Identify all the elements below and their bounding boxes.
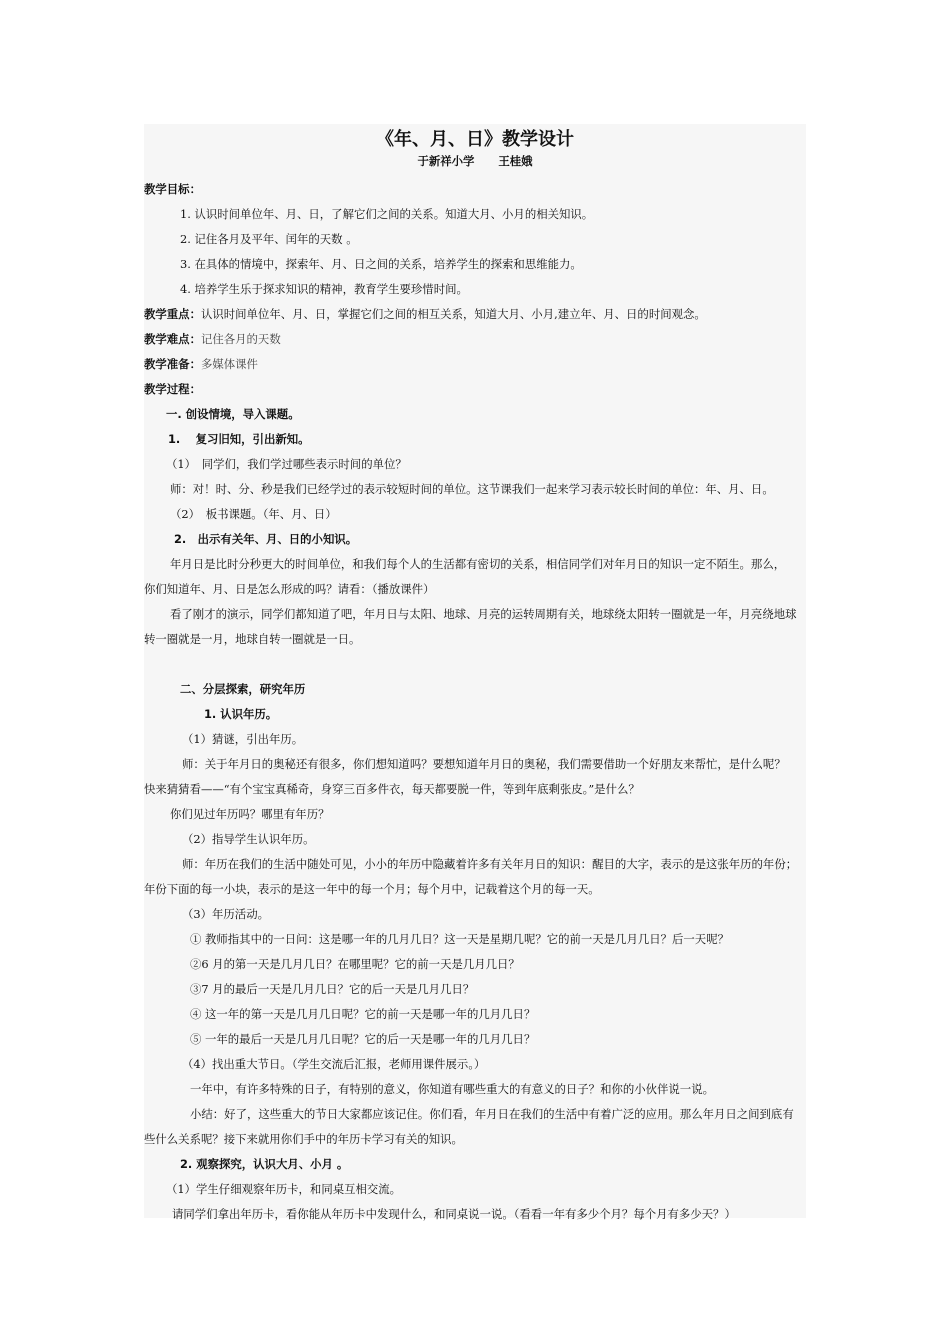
document-line: （1）学生仔细观察年历卡，和同桌互相交流。 (166, 1182, 402, 1196)
document-line: 师：年历在我们的生活中随处可见，小小的年历中隐藏着许多有关年月日的知识：醒目的大字，表示的是这张年历的年份； (182, 857, 798, 871)
document-line: 转一圈就是一月，地球自转一圈就是一日。 (144, 632, 361, 646)
document-line: 年份下面的每一小块，表示的是这一年中的每一个月；每个月中，记载着这个月的每一天。 (144, 882, 600, 896)
document-line: 4. 培养学生乐于探求知识的精神，教育学生要珍惜时间。 (180, 282, 468, 296)
document-line: ③7 月的最后一天是几月几日？它的后一天是几月几日？ (190, 982, 475, 996)
document-line: （2） 板书课题。（年、月、日） (170, 507, 337, 521)
document-line: ④ 这一年的第一天是几月几日呢？它的前一天是哪一年的几月几日？ (190, 1007, 536, 1021)
document-line: （2）指导学生认识年历。 (182, 832, 315, 846)
document-title: 《年、月、日》教学设计 (376, 129, 574, 150)
document-line: （3）年历活动。 (182, 907, 269, 921)
document-line: ① 教师指其中的一日问：这是哪一年的几月几日？这一天是星期几呢？它的前一天是几月几日？后一天呢？ (190, 932, 729, 946)
document-line: 2. 记住各月及平年、闰年的天数 。 (180, 232, 358, 246)
section-text: 多媒体课件 (200, 357, 258, 371)
document-line: 请同学们拿出年历卡，看你能从年历卡中发现什么，和同桌说一说。（看看一年有多少个月？每个月有多少天？） (172, 1207, 736, 1221)
document-line: 你们见过年历吗？哪里有年历？ (170, 807, 330, 821)
document-line: 二、分层探索，研究年历 (180, 682, 306, 696)
document-line: 1. 复习旧知，引出新知。 (168, 432, 310, 446)
document-line: 看了刚才的演示，同学们都知道了吧，年月日与太阳、地球、月亮的运转周期有关，地球绕太阳转一圈就是一年，月亮绕地球 (170, 607, 797, 621)
section-label: 教学重点： (144, 307, 201, 321)
document-line: 3. 在具体的情境中，探索年、月、日之间的关系，培养学生的探索和思维能力。 (180, 257, 582, 271)
document-line: 1. 认识年历。 (204, 707, 278, 721)
document-line: ②6 月的第一天是几月几日？在哪里呢？它的前一天是几月几日？ (190, 957, 520, 971)
document-line: （4）找出重大节日。（学生交流后汇报，老师用课件展示。） (182, 1057, 486, 1071)
document-line: 师：关于年月日的奥秘还有很多，你们想知道吗？要想知道年月日的奥秘，我们需要借助一个好朋友来帮忙，是什么呢？ (182, 757, 786, 771)
document-line: 年月日是比时分秒更大的时间单位，和我们每个人的生活都有密切的关系，相信同学们对年月日的知识一定不陌生。那么， (170, 557, 786, 571)
document-line: 2. 观察探究，认识大月、小月 。 (180, 1157, 349, 1171)
section-text: 认识时间单位年、月、日，掌握它们之间的相互关系，知道大月、小月,建立年、月、日的时间观念。 (200, 307, 706, 321)
author-name: 王桂娥 (498, 154, 533, 168)
document-line: 你们知道年、月、日是怎么形成的吗？请看：（播放课件） (144, 582, 435, 596)
document-line: 1. 认识时间单位年、月、日，了解它们之间的关系。知道大月、小月的相关知识。 (180, 207, 594, 221)
document-line: 2. 出示有关年、月、日的小知识。 (174, 532, 358, 546)
author-line (144, 153, 806, 169)
document-line: （1） 同学们，我们学过哪些表示时间的单位？ (166, 457, 407, 471)
document-line: 一年中，有许多特殊的日子，有特别的意义，你知道有哪些重大的有意义的日子？和你的小伙伴说一说。 (190, 1082, 714, 1096)
section-label: 教学准备： (144, 357, 201, 371)
document-line (144, 356, 258, 372)
document-line: 师：对！时、分、秒是我们已经学过的表示较短时间的单位。这节课我们一起来学习表示较长时间的单位：年、月、日。 (170, 482, 774, 496)
document-line: 教学过程： (144, 382, 201, 396)
document-line: ⑤ 一年的最后一天是几月几日呢？它的后一天是哪一年的几月几日？ (190, 1032, 536, 1046)
author-school: 于新祥小学 (417, 154, 475, 168)
section-text: 记住各月的天数 (200, 332, 281, 346)
document-line: （1）猜谜，引出年历。 (182, 732, 304, 746)
document-line (144, 331, 281, 347)
document-page (144, 124, 806, 1221)
section-label: 教学难点： (144, 332, 201, 346)
document-line: 些什么关系呢？接下来就用你们手中的年历卡学习有关的知识。 (144, 1132, 463, 1146)
document-line (144, 306, 706, 322)
document-line: 小结：好了，这些重大的节日大家都应该记住。你们看，年月日在我们的生活中有着广泛的应用。那么年月日之间到底有 (190, 1107, 794, 1121)
document-line: 快来猜猜看——“有个宝宝真稀奇，身穿三百多件衣，每天都要脱一件，等到年底剩张皮。”是什么？ (144, 782, 640, 796)
document-line: 一. 创设情境，导入课题。 (166, 407, 300, 421)
document-line: 教学目标： (144, 182, 201, 196)
